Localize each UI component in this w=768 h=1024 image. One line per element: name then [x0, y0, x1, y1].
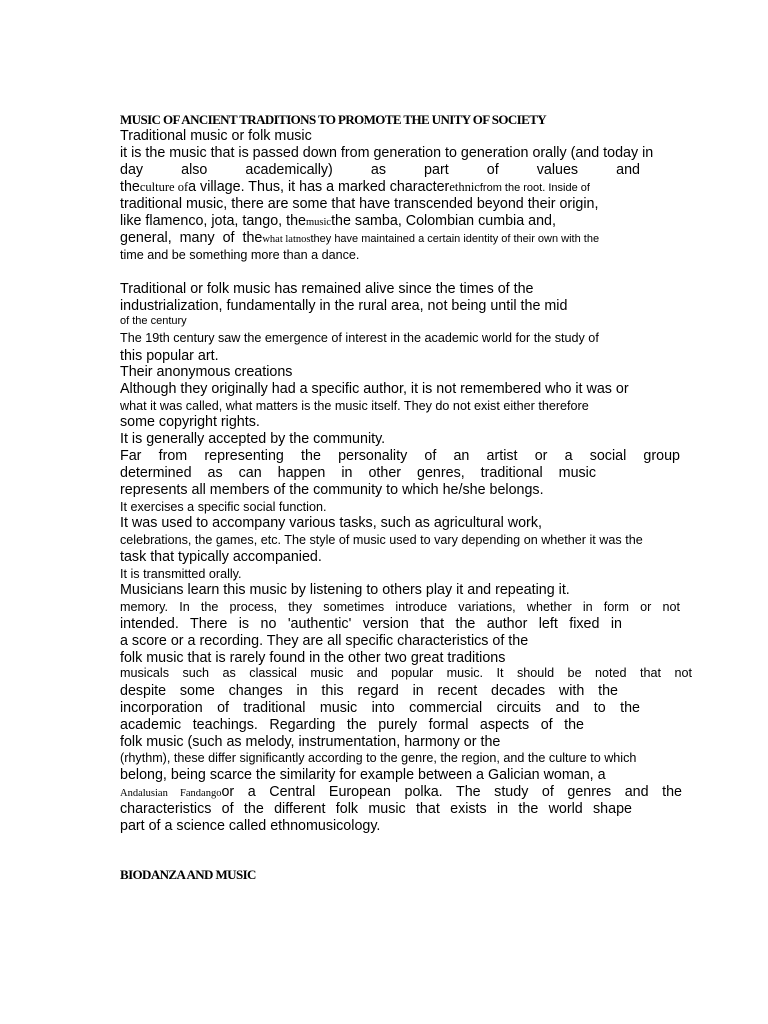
text-line: determined as can happen in other genres, traditional music — [120, 465, 596, 481]
text-line: Musicians learn this music by listening to others play it and repeating it. — [120, 582, 570, 598]
text-line: general, many of thewhat latnosthey have maintained a certain identity of their own with the — [120, 230, 600, 246]
text-line: memory. In the process, they sometimes introduce variations, whether in form or not — [120, 600, 680, 614]
text-line: (rhythm), these differ significantly according to the genre, the region, and the culture to which — [120, 751, 637, 765]
text-line: a score or a recording. They are all specific characteristics of the — [120, 633, 529, 649]
text-line: It was used to accompany various tasks, such as agricultural work, — [120, 515, 542, 531]
text-line: intended. There is no 'authentic' version that the author left fixed in — [120, 616, 622, 632]
text-line: time and be something more than a dance. — [120, 248, 360, 262]
text-line: characteristics of the different folk music that exists in the world shape — [120, 801, 632, 817]
main-heading: MUSIC OF ANCIENT TRADITIONS TO PROMOTE THE UNITY OF SOCIETY — [120, 112, 547, 127]
text-line: celebrations, the games, etc. The style of music used to vary depending on whether it was the — [120, 533, 643, 547]
text-line: It is transmitted orally. — [120, 567, 242, 581]
text-line: this popular art. — [120, 348, 219, 364]
text-line: Andalusian Fandangoor a Central European polka. The study of genres and the — [120, 784, 682, 800]
text-line: what it was called, what matters is the music itself. They do not exist either therefore — [120, 399, 589, 413]
text-line: of the century — [120, 315, 187, 327]
text-line: folk music (such as melody, instrumentation, harmony or the — [120, 734, 501, 750]
text-line: like flamenco, jota, tango, themusicthe samba, Colombian cumbia and, — [120, 213, 556, 229]
text-line: Far from representing the personality of an artist or a social group — [120, 448, 680, 464]
text-line: it is the music that is passed down from generation to generation orally (and today in — [120, 145, 654, 161]
text-line: Their anonymous creations — [120, 364, 293, 380]
text-line: belong, being scarce the similarity for example between a Galician woman, a — [120, 767, 606, 783]
text-line: industrialization, fundamentally in the rural area, not being until the mid — [120, 298, 568, 314]
text-line: academic teachings. Regarding the purely formal aspects of the — [120, 717, 584, 733]
text-line: some copyright rights. — [120, 414, 260, 430]
text-line: It exercises a specific social function. — [120, 500, 327, 514]
text-line: Although they originally had a specific author, it is not remembered who it was or — [120, 381, 629, 397]
text-line: It is generally accepted by the community. — [120, 431, 386, 447]
text-line: folk music that is rarely found in the other two great traditions — [120, 650, 506, 666]
text-line: despite some changes in this regard in recent decades with the — [120, 683, 618, 699]
text-line: Traditional or folk music has remained alive since the times of the — [120, 281, 534, 297]
text-line: part of a science called ethnomusicology. — [120, 818, 381, 834]
text-line: incorporation of traditional music into commercial circuits and to the — [120, 700, 640, 716]
text-line: traditional music, there are some that have transcended beyond their origin, — [120, 196, 599, 212]
section-heading: BIODANZA AND MUSIC — [120, 867, 256, 882]
text-line: The 19th century saw the emergence of interest in the academic world for the study of — [120, 331, 599, 345]
subtitle: Traditional music or folk music — [120, 128, 312, 144]
text-line: represents all members of the community to which he/she belongs. — [120, 482, 544, 498]
text-line: task that typically accompanied. — [120, 549, 322, 565]
text-line: musicals such as classical music and popular music. It should be noted that not — [120, 666, 692, 680]
text-line: theculture ofa village. Thus, it has a marked characterethnicfrom the root. Inside of — [120, 179, 590, 195]
text-line: day also academically) as part of values and — [120, 162, 640, 178]
